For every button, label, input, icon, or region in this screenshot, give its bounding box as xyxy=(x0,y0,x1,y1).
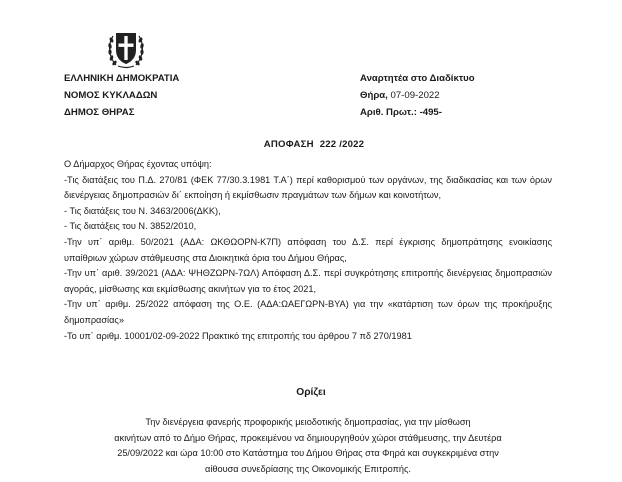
decision-paragraph xyxy=(64,415,552,477)
decision-line: 25/09/2022 και ώρα 10:00 στο Κατάστημα του Δήμου Θήρας στα Φηρά και συγκεκριμένα στην xyxy=(117,448,499,459)
issuer-country: ΕΛΛΗΝΙΚΗ ΔΗΜΟΚΡΑΤΙΑ xyxy=(64,73,180,84)
issuer-prefecture: ΝΟΜΟΣ ΚΥΚΛΑΔΩΝ xyxy=(64,90,158,101)
consideration-item: -Την υπ΄ αριθμ. 50/2021 (ΑΔΑ: ΩΚΘΩΟΡΝ-Κ7Π) απόφαση του Δ.Σ. περί έγκρισης δημοπράτησης ενοικίασης υπαίθριων χώρων στάθμευσης στα Διοικητικά όρια του Δήμου Θήρας, xyxy=(64,236,552,263)
issuer-block xyxy=(64,70,179,121)
greek-coat-of-arms-icon xyxy=(106,28,146,70)
protocol-number xyxy=(360,104,475,121)
date-label: Θήρα, xyxy=(360,90,388,101)
date-value: 07-09-2022 xyxy=(390,90,440,101)
decision-label: ΑΠΟΦΑΣΗ xyxy=(263,139,314,150)
document-date xyxy=(360,87,475,104)
decision-title xyxy=(0,139,622,150)
protocol-label: Αριθ. Πρωτ.: xyxy=(360,107,417,118)
considerations-section xyxy=(64,157,552,344)
decision-line: Την διενέργεια φανερής προφορικής μειοδοτικής δημοπρασίας, για την μίσθωση xyxy=(145,417,471,427)
decision-line: αίθουσα συνεδρίασης της Οικονομικής Επιτροπής. xyxy=(205,463,411,474)
consideration-item: -Την υπ΄ αριθ. 39/2021 (ΑΔΑ: ΨΗΘΖΩΡΝ-7ΩΛ) Απόφαση Δ.Σ. περί συγκρότησης επιτροπής διενέργειας δημοπρασιών αγοράς, μίσθωσης και εκμίσθωσης ακινήτων για το έτος 2021, xyxy=(64,268,552,294)
decision-line: ακινήτων από το Δήμο Θήρας, προκειμένου να δημιουργηθούν χώροι στάθμευσης, την Δευτέρα xyxy=(114,432,502,443)
decides-heading: Ορίζει xyxy=(296,387,326,398)
consideration-item: -Τις διατάξεις του Π.Δ. 270/81 (ΦΕΚ 77/30.3.1981 Τ.Α΄) περί καθορισμού των οργάνων, της διαδικασίας και των όρων διενέργειας δημοπρασιών δι΄ εκποίηση ή εκμίσθωσιν πραγμάτων των δήμων και κοινοτήτων, xyxy=(64,174,552,201)
consideration-item: -Την υπ΄ αριθμ. 25/2022 απόφαση της Ο.Ε. (ΑΔΑ:ΩΑΕΓΩΡΝ-ΒΥΑ) για την «κατάρτιση των όρων της προκήρυξης δημοπρασίας» xyxy=(64,299,552,325)
consideration-item: -Το υπ΄ αριθμ. 10001/02-09-2022 Πρακτικό της επιτροπής του άρθρου 7 πδ 270/1981 xyxy=(64,330,412,341)
considerations-intro: Ο Δήμαρχος Θήρας έχοντας υπόψη: xyxy=(64,159,212,169)
document-meta-block xyxy=(360,70,475,121)
issuer-municipality: ΔΗΜΟΣ ΘΗΡΑΣ xyxy=(64,107,135,118)
consideration-item: - Τις διατάξεις του Ν. 3463/2006(ΔΚΚ), xyxy=(64,205,221,216)
posted-online-note: Αναρτητέα στο Διαδίκτυο xyxy=(360,73,475,84)
consideration-item: - Τις διατάξεις του Ν. 3852/2010, xyxy=(64,221,197,232)
decision-number: 222 /2022 xyxy=(319,139,365,150)
protocol-value: -495- xyxy=(419,107,442,118)
